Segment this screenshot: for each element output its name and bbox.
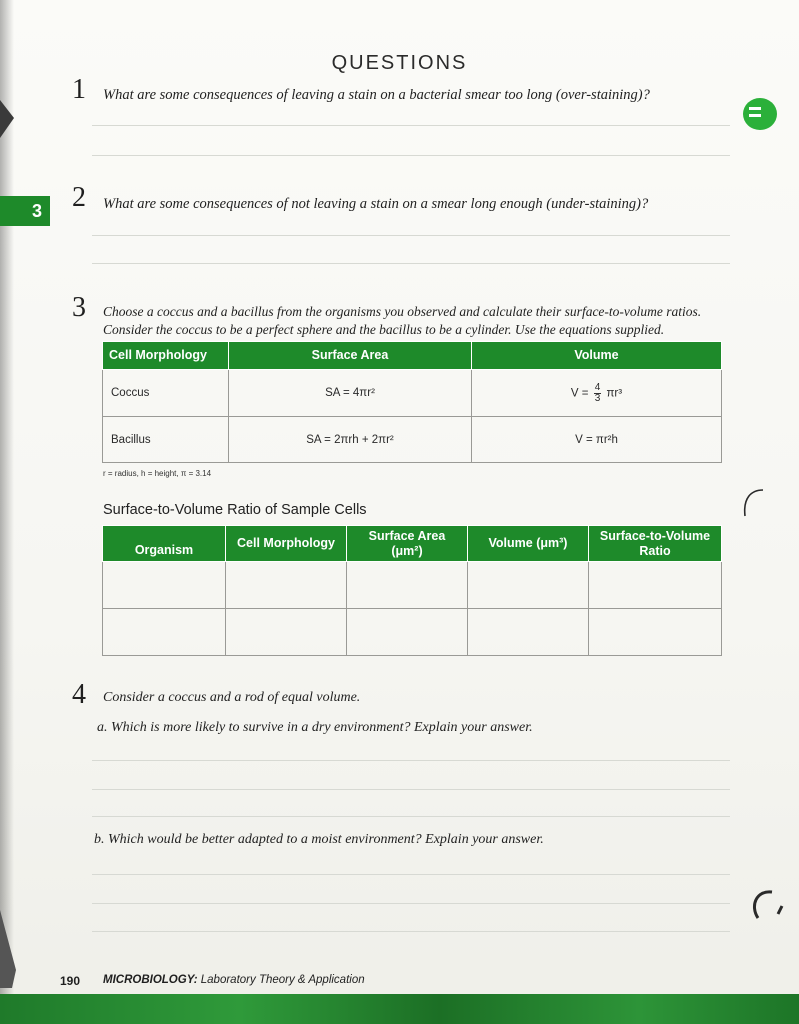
question-4b-text: b. Which would be better adapted to a moist environment? Explain your answer. [94, 832, 544, 847]
table-header-row [103, 526, 722, 562]
question-4-number: 4 [72, 679, 86, 710]
column-header: Surface-to-Volume Ratio [589, 526, 722, 562]
answer-line [92, 931, 730, 932]
question-3-line-2: Consider the coccus to be a perfect sphere and the bacillus to be a cylinder. Use the equations supplied. [103, 322, 665, 337]
table-cell[interactable] [347, 609, 468, 656]
answer-line [92, 903, 730, 904]
table-row [103, 609, 722, 656]
surface-area-formula: SA = 4πr² [229, 370, 472, 417]
answer-line [92, 263, 730, 264]
question-2-number: 2 [72, 182, 86, 213]
book-title [103, 974, 365, 986]
question-1-number: 1 [72, 74, 86, 105]
question-3-number: 3 [72, 292, 86, 323]
ratio-table-title: Surface-to-Volume Ratio of Sample Cells [103, 502, 367, 518]
volume-formula: V = πr²h [472, 417, 722, 463]
column-header: Organism [103, 526, 226, 562]
volume-prefix: V = [570, 387, 589, 400]
table-cell[interactable] [226, 562, 347, 609]
chapter-number: 3 [31, 201, 42, 221]
fraction [594, 383, 602, 404]
morphology-cell: Bacillus [103, 417, 229, 463]
page-edge-mark [0, 100, 20, 140]
volume-formula [472, 370, 722, 417]
morphology-cell: Coccus [103, 370, 229, 417]
column-header: Volume (μm³) [468, 526, 589, 562]
answer-line [92, 235, 730, 236]
table-cell[interactable] [226, 609, 347, 656]
table-row [103, 370, 722, 417]
question-2-text: What are some consequences of not leaving a stain on a smear long enough (under-staining)? [103, 196, 649, 212]
column-header: Cell Morphology [103, 342, 229, 370]
table-cell[interactable] [103, 609, 226, 656]
table-cell[interactable] [347, 562, 468, 609]
pencil-curve-mark [733, 484, 773, 524]
green-blob-mark [740, 94, 780, 134]
chapter-tab [0, 196, 50, 226]
answer-line [92, 125, 730, 126]
table-cell[interactable] [468, 609, 589, 656]
page-number: 190 [60, 974, 81, 988]
ratio-table [102, 525, 722, 656]
table-cell[interactable] [103, 562, 226, 609]
table-row [103, 562, 722, 609]
question-4-text: Consider a coccus and a rod of equal volume. [103, 690, 361, 705]
column-header: Surface Area [229, 342, 472, 370]
column-header: Surface Area (μm²) [347, 526, 468, 562]
table-cell[interactable] [468, 562, 589, 609]
table-row [103, 417, 722, 463]
page-edge-shadow [0, 0, 14, 1024]
column-header: Volume [472, 342, 722, 370]
page-title: QUESTIONS [331, 52, 468, 74]
fraction-numerator: 4 [594, 381, 601, 393]
question-1-text: What are some consequences of leaving a stain on a bacterial smear too long (over-staining)? [103, 87, 650, 103]
volume-suffix: πr³ [606, 387, 623, 400]
question-3-line-1: Choose a coccus and a bacillus from the organisms you observed and calculate their surface-to-volume ratios. [103, 304, 702, 319]
page-edge-mark [0, 910, 20, 990]
table-header-row [103, 342, 722, 370]
footer-green-band [0, 994, 799, 1024]
answer-line [92, 155, 730, 156]
surface-area-formula: SA = 2πrh + 2πr² [229, 417, 472, 463]
table-cell[interactable] [589, 609, 722, 656]
table-cell[interactable] [589, 562, 722, 609]
pencil-curve-mark [742, 880, 792, 930]
answer-line [92, 789, 730, 790]
column-header: Cell Morphology [226, 526, 347, 562]
book-title-subtitle: Laboratory Theory & Application [200, 974, 365, 986]
question-4a-text: a. Which is more likely to survive in a dry environment? Explain your answer. [97, 720, 533, 735]
answer-line [92, 816, 730, 817]
formula-table [102, 341, 722, 463]
formula-note: r = radius, h = height, π = 3.14 [103, 469, 212, 478]
book-title-main: MICROBIOLOGY: [103, 974, 198, 986]
answer-line [92, 874, 730, 875]
fraction-denominator: 3 [594, 392, 601, 404]
answer-line [92, 760, 730, 761]
